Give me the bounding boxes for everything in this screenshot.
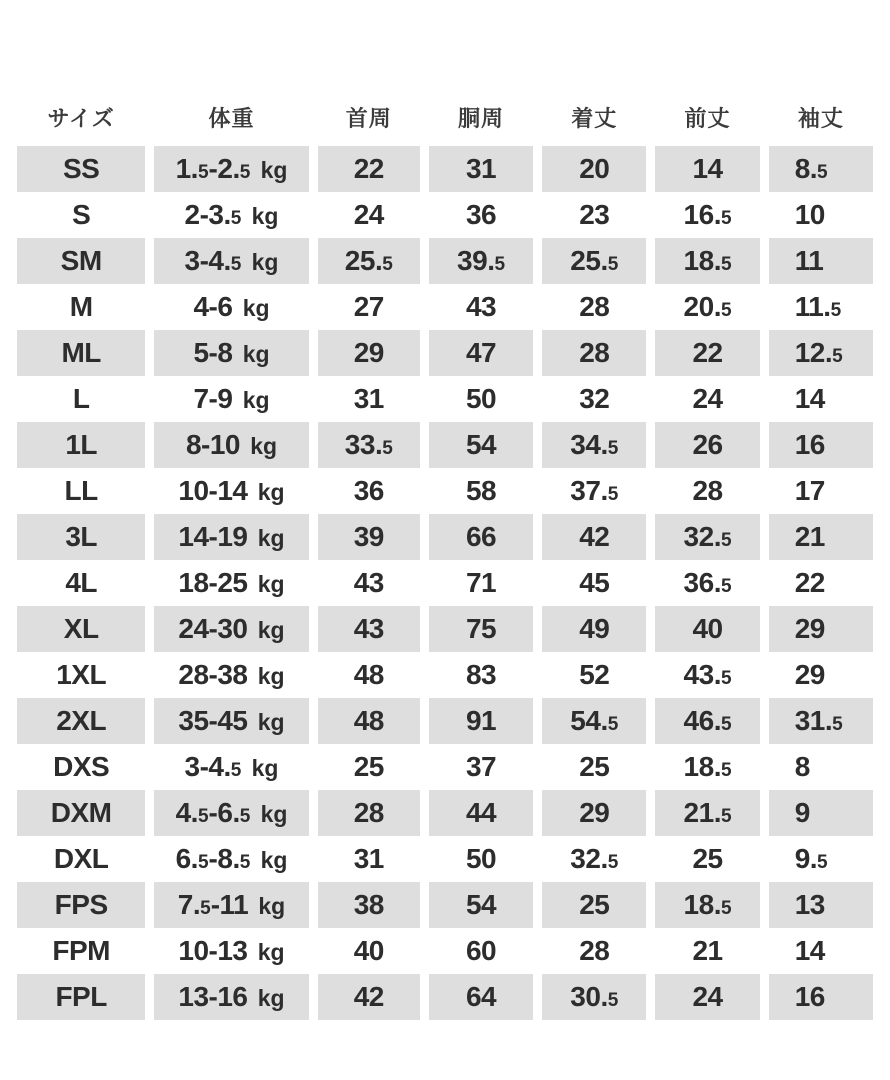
table-cell: 71 (465, 567, 497, 598)
table-cell: 43 (318, 606, 420, 652)
kg-unit: kg (257, 939, 285, 965)
table-cell: 43 (353, 567, 384, 598)
size-cell: XL (17, 606, 145, 652)
table-cell: 18.5 (655, 882, 759, 928)
table-cell: 36 (353, 475, 384, 506)
table-cell: 50 (465, 843, 497, 874)
kg-unit: kg (251, 755, 279, 781)
table-cell: 9.5 (794, 843, 828, 874)
kg-unit: kg (257, 709, 285, 735)
table-row (17, 928, 873, 974)
table-row (17, 974, 873, 1020)
table-cell: 47 (429, 330, 533, 376)
decimal-digit: 5 (817, 852, 828, 873)
table-cell: 58 (465, 475, 497, 506)
table-cell: 24 (692, 383, 723, 414)
size-chart-header (17, 88, 873, 146)
size-cell: L (72, 383, 90, 414)
size-cell: LL (64, 475, 98, 506)
table-cell: 25 (579, 751, 610, 782)
table-cell: 54 (429, 882, 533, 928)
table-cell: 13 (769, 882, 873, 928)
table-cell: 14-19 kg (154, 514, 308, 560)
table-cell: 37 (465, 751, 497, 782)
header-cell-3: 胴周 (458, 105, 505, 131)
decimal-digit: 5 (830, 300, 842, 321)
table-cell: 75 (429, 606, 533, 652)
table-cell: 3-4.5 kg (184, 751, 279, 782)
decimal-digit: 5 (720, 714, 732, 735)
decimal-digit: 5 (720, 668, 732, 689)
table-cell: 14 (655, 146, 759, 192)
decimal-digit: 5 (607, 714, 619, 735)
table-cell: 29 (542, 790, 646, 836)
table-row (17, 560, 873, 606)
size-cell: FPL (17, 974, 145, 1020)
kg-unit: kg (242, 295, 270, 321)
table-cell: 18.5 (655, 238, 759, 284)
table-cell: 24 (655, 974, 759, 1020)
table-cell: 52 (579, 659, 610, 690)
table-cell: 28-38 kg (178, 659, 285, 690)
size-chart-body (17, 146, 873, 1020)
table-cell: 54 (429, 422, 533, 468)
table-row (17, 790, 873, 836)
size-cell: DXL (53, 843, 109, 874)
table-cell: 20.5 (683, 291, 732, 322)
table-cell: 24-30 kg (154, 606, 308, 652)
table-cell: 36.5 (683, 567, 732, 598)
table-cell: 44 (429, 790, 533, 836)
table-cell: 37.5 (570, 475, 619, 506)
kg-unit: kg (257, 617, 285, 643)
table-cell: 21 (769, 514, 873, 560)
size-cell: 3L (17, 514, 145, 560)
table-row (17, 744, 873, 790)
table-cell: 10 (794, 199, 825, 230)
decimal-digit: 5 (720, 760, 732, 781)
table-row (17, 606, 873, 652)
decimal-digit: 5 (720, 300, 732, 321)
table-cell: 48 (318, 698, 420, 744)
table-cell: 32.5 (655, 514, 759, 560)
decimal-digit: 5 (607, 438, 619, 459)
table-row (17, 192, 873, 238)
decimal-digit: 5 (382, 438, 393, 459)
table-cell: 83 (465, 659, 497, 690)
table-row (17, 376, 873, 422)
decimal-digit: 5 (494, 254, 506, 275)
decimal-digit: 5 (817, 162, 828, 183)
kg-unit: kg (251, 203, 279, 229)
table-cell: 25.5 (318, 238, 420, 284)
table-cell: 28 (542, 330, 646, 376)
size-cell: 1L (17, 422, 145, 468)
table-row (17, 468, 873, 514)
table-cell: 9 (769, 790, 873, 836)
table-cell: 66 (429, 514, 533, 560)
table-cell: 22 (318, 146, 420, 192)
table-cell: 16 (769, 422, 873, 468)
table-cell: 31 (353, 383, 384, 414)
table-cell: 28 (692, 475, 723, 506)
table-cell: 39.5 (429, 238, 533, 284)
table-row (17, 330, 873, 376)
table-cell: 40 (655, 606, 759, 652)
kg-unit: kg (242, 387, 270, 413)
size-cell: DXS (53, 751, 110, 782)
table-cell: 18-25 kg (178, 567, 285, 598)
table-cell: 14 (794, 383, 825, 414)
table-row (17, 514, 873, 560)
header-cell-0: サイズ (47, 105, 115, 131)
table-cell: 17 (794, 475, 825, 506)
table-cell: 5-8 kg (154, 330, 308, 376)
table-cell: 10-13 kg (178, 935, 285, 966)
decimal-digit: 5 (382, 254, 393, 275)
decimal-digit: 5 (197, 852, 209, 873)
table-row (17, 422, 873, 468)
table-cell: 8 (794, 751, 810, 782)
table-cell: 43 (465, 291, 497, 322)
table-cell: 8-10 kg (154, 422, 308, 468)
table-cell: 11.5 (794, 291, 842, 322)
size-chart-table (8, 88, 882, 1020)
table-cell: 42 (318, 974, 420, 1020)
table-cell: 28 (579, 935, 610, 966)
size-cell: 2XL (17, 698, 145, 744)
size-cell: FPS (17, 882, 145, 928)
table-cell: 31 (429, 146, 533, 192)
kg-unit: kg (260, 847, 288, 873)
kg-unit: kg (257, 525, 285, 551)
kg-unit: kg (257, 985, 285, 1011)
header-cell-6: 袖丈 (797, 105, 844, 131)
table-cell: 28 (579, 291, 610, 322)
table-cell: 25 (353, 751, 384, 782)
table-cell: 32 (579, 383, 610, 414)
table-cell: 24 (353, 199, 384, 230)
decimal-digit: 5 (832, 346, 843, 367)
table-cell: 21 (692, 935, 723, 966)
header-cell-4: 着丈 (571, 105, 618, 131)
table-cell: 21.5 (655, 790, 759, 836)
decimal-digit: 5 (230, 208, 242, 229)
table-cell: 39 (318, 514, 420, 560)
table-cell: 1.5-2.5 kg (154, 146, 308, 192)
table-cell: 46.5 (655, 698, 759, 744)
size-cell: 4L (65, 567, 97, 598)
decimal-digit: 5 (230, 760, 242, 781)
table-cell: 23 (579, 199, 610, 230)
table-cell: 45 (579, 567, 610, 598)
table-cell: 42 (542, 514, 646, 560)
table-cell: 2-3.5 kg (184, 199, 279, 230)
table-cell: 49 (542, 606, 646, 652)
table-cell: 13-16 kg (154, 974, 308, 1020)
table-cell: 29 (794, 659, 825, 690)
table-row (17, 238, 873, 284)
table-cell: 25 (692, 843, 723, 874)
table-cell: 22 (794, 567, 825, 598)
decimal-digit: 5 (239, 806, 251, 827)
table-cell: 7-9 kg (193, 383, 270, 414)
kg-unit: kg (260, 157, 288, 183)
header-row (17, 88, 873, 146)
decimal-digit: 5 (720, 530, 732, 551)
kg-unit: kg (257, 571, 285, 597)
header-cell-5: 前丈 (684, 105, 731, 131)
table-cell: 50 (465, 383, 497, 414)
kg-unit: kg (257, 663, 285, 689)
kg-unit: kg (260, 801, 288, 827)
table-cell: 32.5 (570, 843, 619, 874)
decimal-digit: 5 (239, 162, 251, 183)
table-cell: 48 (353, 659, 384, 690)
table-cell: 60 (465, 935, 497, 966)
table-cell: 30.5 (542, 974, 646, 1020)
size-cell: DXM (17, 790, 145, 836)
decimal-digit: 5 (197, 806, 209, 827)
table-cell: 16 (769, 974, 873, 1020)
table-row (17, 882, 873, 928)
kg-unit: kg (250, 433, 278, 459)
header-cell-1: 体重 (208, 105, 255, 131)
table-cell: 28 (318, 790, 420, 836)
table-cell: 7.5-11 kg (154, 882, 308, 928)
table-row (17, 652, 873, 698)
table-row (17, 284, 873, 330)
decimal-digit: 5 (200, 898, 211, 919)
table-cell: 3-4.5 kg (154, 238, 308, 284)
size-cell: SS (17, 146, 145, 192)
table-cell: 33.5 (318, 422, 420, 468)
table-cell: 91 (429, 698, 533, 744)
decimal-digit: 5 (239, 852, 251, 873)
table-cell: 34.5 (542, 422, 646, 468)
table-cell: 31 (353, 843, 384, 874)
decimal-digit: 5 (720, 576, 732, 597)
table-cell: 38 (318, 882, 420, 928)
size-cell: 1XL (56, 659, 107, 690)
table-cell: 11 (769, 238, 873, 284)
size-cell: M (69, 291, 93, 322)
table-cell: 4-6 kg (193, 291, 270, 322)
decimal-digit: 5 (832, 714, 843, 735)
table-cell: 8.5 (769, 146, 873, 192)
table-cell: 26 (655, 422, 759, 468)
decimal-digit: 5 (230, 254, 242, 275)
table-cell: 29 (769, 606, 873, 652)
table-cell: 4.5-6.5 kg (154, 790, 308, 836)
kg-unit: kg (251, 249, 279, 275)
table-cell: 64 (429, 974, 533, 1020)
table-row (17, 146, 873, 192)
size-cell: ML (17, 330, 145, 376)
decimal-digit: 5 (607, 852, 619, 873)
decimal-digit: 5 (720, 254, 732, 275)
table-row (17, 836, 873, 882)
table-cell: 35-45 kg (154, 698, 308, 744)
decimal-digit: 5 (607, 484, 619, 505)
size-cell: S (72, 199, 91, 230)
table-cell: 16.5 (683, 199, 732, 230)
decimal-digit: 5 (720, 898, 732, 919)
table-cell: 54.5 (542, 698, 646, 744)
table-cell: 29 (318, 330, 420, 376)
header-cell-2: 首周 (345, 105, 392, 131)
table-cell: 20 (542, 146, 646, 192)
table-cell: 31.5 (769, 698, 873, 744)
decimal-digit: 5 (607, 990, 619, 1011)
table-cell: 27 (353, 291, 384, 322)
decimal-digit: 5 (720, 208, 732, 229)
table-cell: 10-14 kg (178, 475, 285, 506)
kg-unit: kg (242, 341, 270, 367)
table-cell: 40 (353, 935, 384, 966)
table-cell: 14 (794, 935, 825, 966)
table-cell: 18.5 (683, 751, 732, 782)
table-cell: 25 (542, 882, 646, 928)
table-cell: 36 (465, 199, 497, 230)
table-row (17, 698, 873, 744)
decimal-digit: 5 (197, 162, 209, 183)
table-cell: 6.5-8.5 kg (175, 843, 288, 874)
size-cell: SM (17, 238, 145, 284)
size-cell: FPM (52, 935, 110, 966)
table-cell: 22 (655, 330, 759, 376)
table-cell: 25.5 (542, 238, 646, 284)
table-cell: 12.5 (769, 330, 873, 376)
decimal-digit: 5 (607, 254, 619, 275)
table-cell: 43.5 (683, 659, 732, 690)
kg-unit: kg (258, 893, 286, 919)
kg-unit: kg (257, 479, 285, 505)
decimal-digit: 5 (720, 806, 732, 827)
